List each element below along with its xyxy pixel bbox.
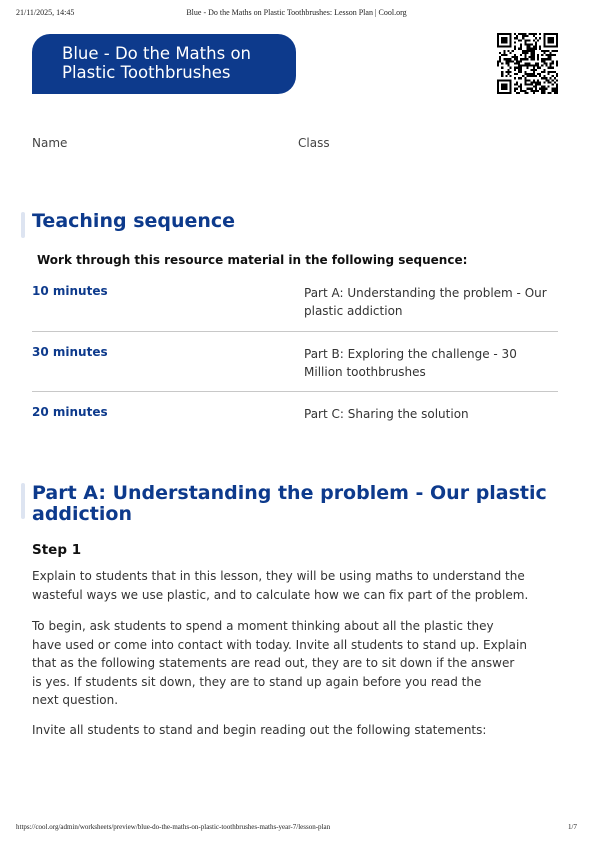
- teaching-sequence-heading: Teaching sequence: [32, 210, 236, 232]
- sequence-intro: Work through this resource material in the following sequence:: [37, 253, 468, 267]
- sequence-part: [304, 345, 558, 381]
- step-1-heading: Step 1: [32, 542, 82, 558]
- page-number: 1/7: [568, 823, 577, 831]
- part-a-heading: [32, 483, 547, 525]
- sequence-time: 10 minutes: [32, 284, 108, 298]
- paragraph-line: that as the following statements are read out, they are to sit down if the answer: [32, 656, 515, 670]
- paragraph-2: [32, 617, 530, 710]
- row-divider: [32, 391, 558, 392]
- print-footer: [16, 823, 577, 833]
- qr-code-icon: [497, 33, 558, 94]
- lesson-title-line-2: Plastic Toothbrushes: [62, 63, 231, 82]
- paragraph-line: Explain to students that in this lesson, they will be using maths to understand the: [32, 569, 525, 583]
- paragraph-line: is yes. If students sit down, they are to stand up again before you read the: [32, 674, 482, 689]
- paragraph-line: To begin, ask students to spend a moment thinking about all the plastic they: [32, 619, 494, 633]
- print-header: [16, 8, 577, 20]
- paragraph-line: wasteful ways we use plastic, and to calculate how we can fix part of the problem.: [32, 587, 529, 602]
- paragraph-1: [32, 567, 530, 604]
- print-url: https://cool.org/admin/worksheets/preview/blue-do-the-maths-on-plastic-toothbrushes-maths-year-7/lesson-plan: [16, 823, 331, 831]
- paragraph-line: have used or come into contact with today. Invite all students to stand up. Explain: [32, 637, 527, 652]
- paragraph-line: next question.: [32, 693, 119, 707]
- paragraph-3: Invite all students to stand and begin reading out the following statements:: [32, 723, 487, 737]
- class-field-label: Class: [298, 136, 330, 150]
- part-a-heading-line: addiction: [32, 503, 132, 525]
- section-accent-bar: [21, 483, 25, 519]
- sequence-part-line: Part B: Exploring the challenge - 30: [304, 347, 517, 361]
- sequence-part-line: Part A: Understanding the problem - Our: [304, 286, 547, 300]
- lesson-title-line-1: Blue - Do the Maths on: [62, 44, 251, 63]
- row-divider: [32, 331, 558, 332]
- lesson-title-banner: [32, 34, 296, 94]
- print-datetime: 21/11/2025, 14:45: [16, 8, 75, 17]
- sequence-part-line: Part C: Sharing the solution: [304, 407, 469, 421]
- sequence-time: 20 minutes: [32, 405, 108, 419]
- sequence-time: 30 minutes: [32, 345, 108, 359]
- sequence-part-line: Million toothbrushes: [304, 365, 426, 379]
- sequence-part: [304, 284, 558, 320]
- name-field-label: Name: [32, 136, 68, 150]
- sequence-part-line: plastic addiction: [304, 304, 403, 318]
- section-accent-bar: [21, 212, 25, 238]
- part-a-heading-line: Part A: Understanding the problem - Our plastic: [32, 482, 547, 504]
- print-page-title: Blue - Do the Maths on Plastic Toothbrushes: Lesson Plan | Cool.org: [186, 8, 407, 17]
- sequence-part: [304, 405, 558, 423]
